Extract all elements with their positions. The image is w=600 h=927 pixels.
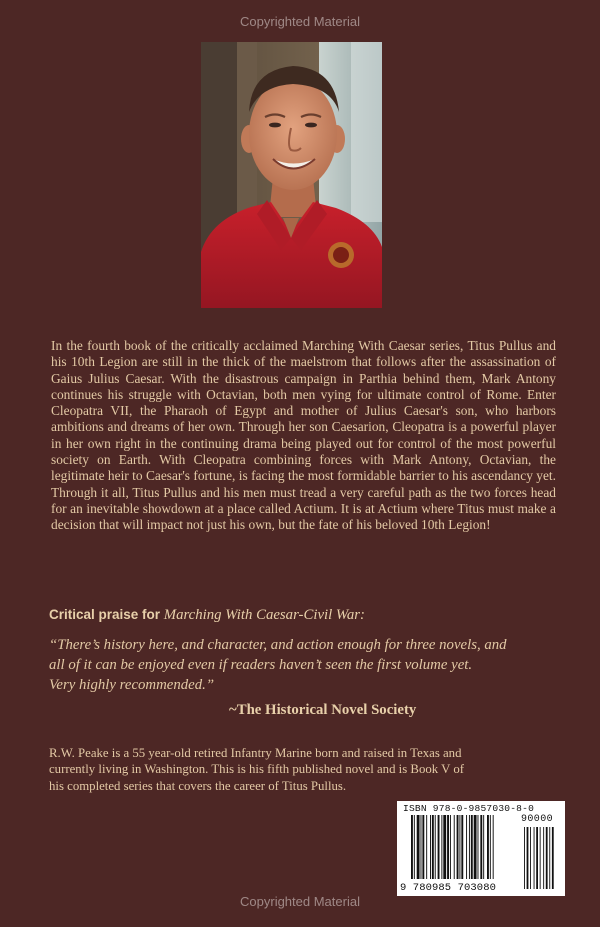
author-bio (49, 745, 564, 794)
isbn-barcode (397, 801, 565, 896)
quote-line: Very highly recommended.” (49, 677, 215, 693)
bio-line: currently living in Washington. This is his fifth published novel and is Book V of (49, 762, 464, 777)
copyright-watermark-bottom: Copyrighted Material (240, 894, 360, 909)
author-photo-illustration (201, 42, 382, 308)
quote-line: all of it can be enjoyed even if readers haven’t seen the first volume yet. (49, 657, 473, 673)
review-attribution: ~The Historical Novel Society (229, 702, 417, 718)
author-photo (201, 42, 382, 308)
review-quote (49, 635, 569, 695)
price-addon-digits: 90000 (521, 814, 554, 825)
book-description: In the fourth book of the critically acclaimed Marching With Caesar series, Titus Pullus and his 10th Legion are still in the thick of the maelstrom that follows after the assassination of Gaius Julius Caesar. With the disastrous campaign in Parthia behind them, Mark Antony continues his struggle with Octavian, both men vying for ultimate control of Rome. Enter Cleopatra VII, the Pharaoh of Egypt and mother of Julius Caesar's son, who harbors ambitions and dreams of her own. Through her son Caesarion, Cleopatra is a powerful player in her own right in the continuing drama being played out for control of the most powerful society on Earth. With Cleopatra combining forces with Mark Antony, Octavian, the legitimate heir to Caesar's fortune, is facing the most formidable barrier to his ascendancy yet. Through it all, Titus Pullus and his men must tread a very careful path as the two forces head for an inevitable showdown at a place called Actium. It is at Actium where Titus must make a decision that will impact not just his own, but the fate of his beloved 10th Legion! (51, 338, 556, 533)
praise-label: Critical praise for (49, 607, 161, 622)
quote-line: “There’s history here, and character, and action enough for three novels, and (49, 637, 507, 653)
isbn-number: ISBN 978-0-9857030-8-0 (403, 803, 535, 814)
praise-book-title: Marching With Caesar-Civil War: (163, 607, 365, 623)
copyright-watermark-top: Copyrighted Material (240, 14, 360, 29)
bio-line: R.W. Peake is a 55 year-old retired Infantry Marine born and raised in Texas and (49, 746, 462, 760)
ean-digits: 9 780985 703080 (400, 882, 497, 894)
bio-line: his completed series that covers the career of Titus Pullus. (49, 778, 347, 793)
critical-praise-heading (49, 607, 569, 624)
